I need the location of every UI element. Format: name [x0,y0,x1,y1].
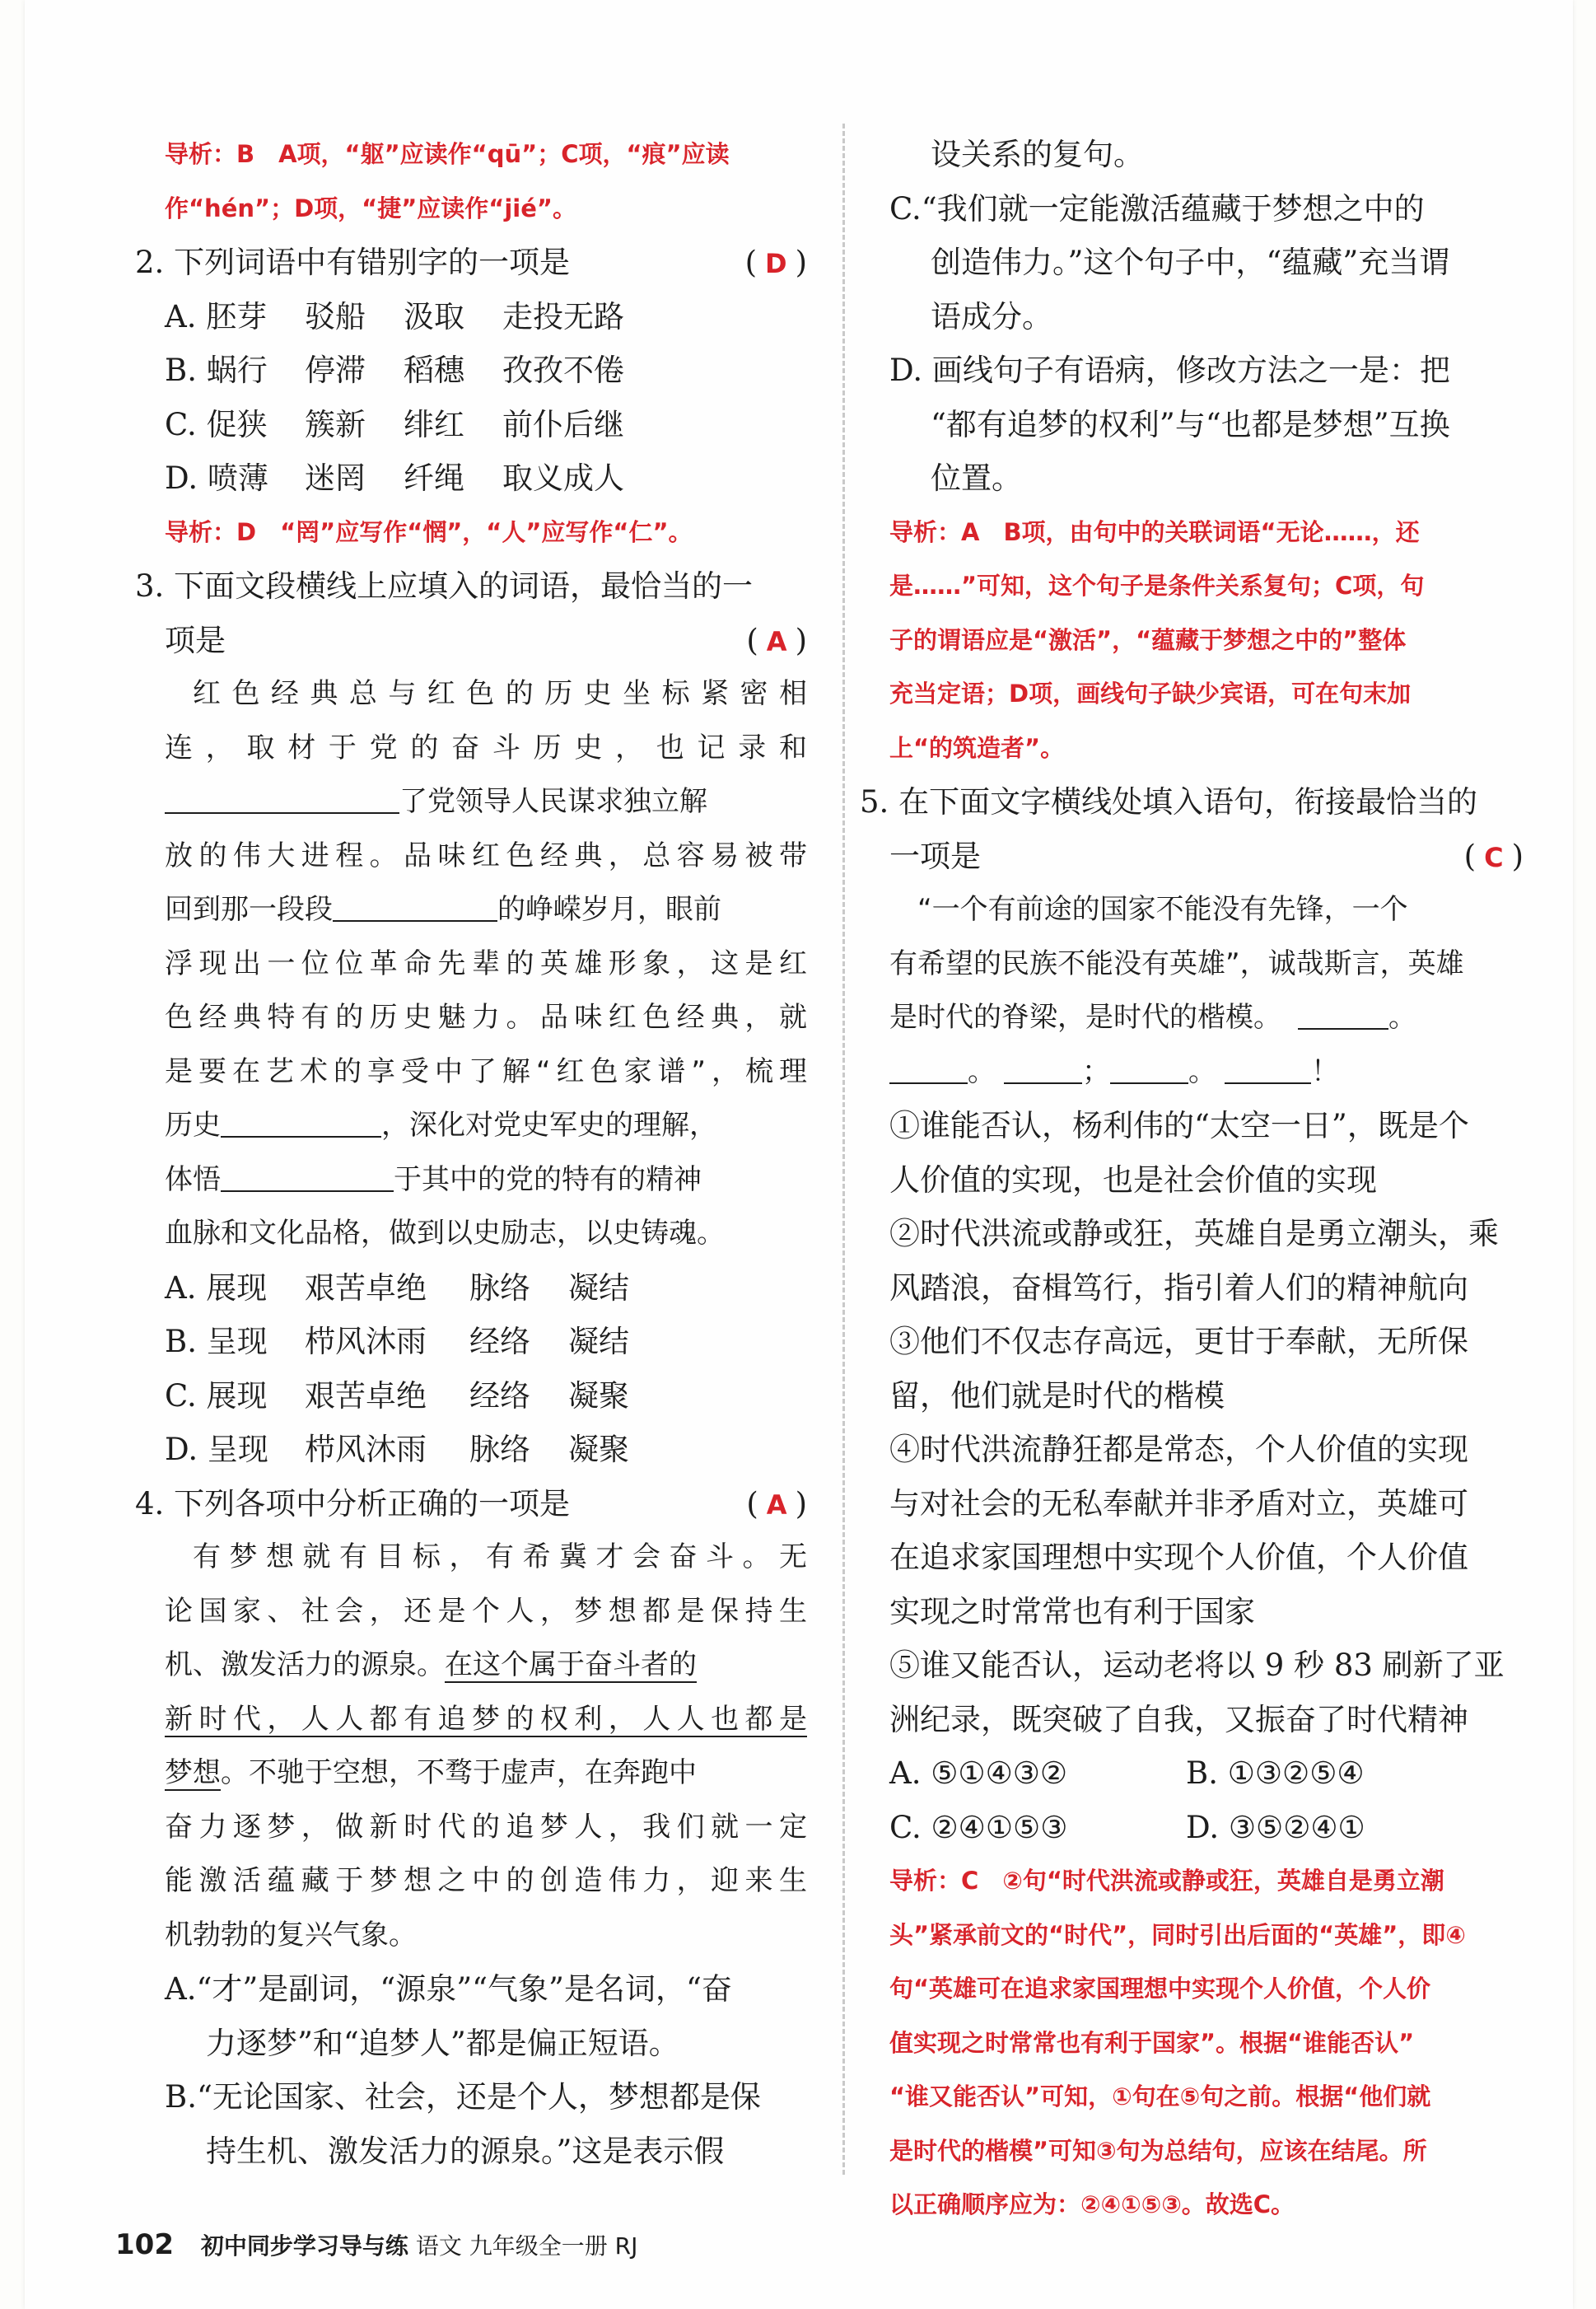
column-divider [842,124,845,2175]
q5-passage-line: “一个有前途的国家不能没有先锋，一个 [917,893,1408,926]
blank-2 [333,887,497,922]
q4-option-b-line: B.“无论国家、社会，还是个人，梦想都是保 [165,2079,761,2115]
option-word: 经络 [469,1324,530,1359]
option-word: B. 蜗行 [165,353,268,388]
q3-passage-line: 放的伟大进程。品味红色经典，总容易被带 [165,839,807,872]
option-word: 绯红 [404,406,464,442]
q4-answer: ( A ) [746,1485,807,1521]
q5-answer: ( C ) [1463,838,1524,874]
passage-text: 回到那一段段 [165,893,333,926]
blank-punct: 。 [1388,1001,1416,1034]
q5-answer-letter: C [1484,841,1504,873]
blank-punct: ！ [1311,1054,1339,1088]
q5-item-1: 人价值的实现，也是社会价值的实现 [889,1162,1377,1198]
q4-passage-line [165,1746,807,1801]
q5-analysis-line: “谁又能否认”可知，①句在⑤句之前。根据“他们就 [889,2082,1431,2110]
blank-2 [889,1049,968,1084]
option-word: B. 呈现 [165,1324,268,1359]
option-word: 凝结 [568,1269,629,1306]
q5-analysis-line: 值实现之时常常也有利于国家”。根据“谁能否认” [889,2028,1415,2057]
q4-passage-line [165,1693,807,1747]
blank-1 [165,779,399,814]
q4-answer-letter: A [766,1489,787,1521]
q5-item-2: 风踏浪，奋楫笃行，指引着人们的精神航向 [889,1269,1468,1306]
q4-option-a-line: A.“才”是副词，“源泉”“气象”是名词，“奋 [165,1971,732,2007]
q5-option-b: B. ①③②⑤④ [1186,1755,1365,1791]
blank-4 [221,1157,394,1192]
q5-item-4: 实现之时常常也有利于国家 [889,1593,1255,1629]
option-word: D. 喷薄 [165,460,268,496]
option-word: 走投无路 [502,298,624,334]
passage-text: 是时代的脊梁，是时代的楷模。 [889,1001,1281,1034]
q3-passage-line: 浮现出一位位革命先辈的英雄形象，这是红 [165,947,807,980]
q5-item-5: 洲纪录，既突破了自我，又振奋了时代精神 [889,1701,1468,1737]
option-word: 孜孜不倦 [502,353,624,388]
q2-analysis: 导析：D “罔”应写作“惘”，“人”应写作“仁”。 [165,517,693,546]
q3-answer: ( A ) [746,622,807,658]
q5-analysis-line: 是时代的楷模”可知③句为总结句，应该在结尾。所 [889,2136,1427,2165]
q4-stem [135,1477,807,1531]
option-word: 纤绳 [404,460,464,496]
page-number: 102 [115,2228,174,2261]
q2-answer-letter: D [765,248,787,279]
q3-answer-letter: A [766,625,787,657]
q5-item-3: ③他们不仅志存高远，更甘于奉献，无所保 [889,1324,1468,1359]
q2-option-c [165,398,807,452]
option-word: 脉络 [469,1269,530,1306]
right-column [860,128,1524,2232]
q3-passage-line: 连，取材于党的奋斗历史，也记录和 [165,731,807,764]
blank-4 [1110,1049,1188,1084]
option-word: 稻穗 [404,353,464,388]
q5-item-1: ①谁能否认，杨利伟的“太空一日”，既是个 [889,1108,1469,1143]
q5-stem: 5. 在下面文字横线处填入语句，衔接最恰当的 [860,784,1478,820]
option-word: 栉风沐雨 [305,1324,427,1359]
q4-stem-text: 4. 下列各项中分析正确的一项是 [135,1485,571,1521]
q5-item-3: 留，他们就是时代的楷模 [889,1377,1225,1414]
option-word: 凝结 [568,1324,629,1359]
option-word: 取义成人 [502,460,624,496]
option-word: 凝聚 [568,1432,629,1467]
q4-analysis-line: 子的谓语应是“激活”，“蕴藏于梦想之中的”整体 [889,625,1407,654]
q4-option-b-line: 持生机、激发活力的源泉。”这是表示假 [206,2133,725,2169]
q2-option-b [165,344,807,398]
q4-analysis-line: 导析：A B项，由句中的关联词语“无论……，还 [889,517,1420,546]
q5-stem-cont [889,830,1524,884]
q1-analysis-line: 作“hén”；D项，“捷”应读作“jié”。 [165,194,576,222]
q4-analysis-line: 是……”可知，这个句子是条件关系复句；C项，句 [889,572,1425,600]
option-word: 艰苦卓绝 [305,1377,427,1414]
q4-option-a-line: 力逐梦”和“追梦人”都是偏正短语。 [206,2025,679,2061]
q4-passage-line: 能激活蕴藏于梦想之中的创造伟力，迎来生 [165,1864,807,1897]
q5-option-c: C. ②④①⑤③ [889,1809,1068,1845]
q5-item-4: 在追求家国理想中实现个人价值，个人价值 [889,1540,1468,1575]
underlined-sentence: 梦想 [165,1756,221,1789]
blank-3 [221,1103,381,1138]
option-word: 经络 [469,1377,530,1414]
q2-answer: ( D ) [744,245,807,280]
q3-option-c [165,1369,807,1423]
blank-punct: ； [1082,1054,1110,1088]
passage-text: 了党领导人民谋求独立解 [399,785,707,818]
q2-stem [135,236,807,290]
q4-passage-line: 机勃勃的复兴气象。 [165,1918,417,1951]
q3-passage-line: 色经典特有的历史魅力。品味红色经典，就 [165,1001,807,1034]
blank-punct: 。 [968,1054,996,1088]
q3-stem-text: 项是 [165,622,226,658]
q3-option-b [165,1315,807,1369]
blank-punct: 。 [1188,1054,1216,1088]
edition: RJ [614,2232,638,2260]
q4-option-c-line: 创造伟力。”这个句子中，“蕴藏”充当谓 [931,245,1450,280]
passage-text: ，深化对党史军史的理解， [381,1109,717,1142]
underlined-sentence: 在这个属于奋斗者的 [445,1648,697,1681]
option-word: C. 促狭 [165,406,268,442]
q3-option-a [165,1261,807,1316]
option-word: 凝聚 [568,1377,629,1414]
grade: 九年级全一册 [469,2232,608,2260]
q5-options-row [889,1746,1524,1801]
q2-option-a [165,290,807,344]
q5-analysis-line: 句“英雄可在追求家国理想中实现个人价值，个人价 [889,1975,1431,2003]
q5-option-a: A. ⑤①④③② [889,1755,1068,1791]
q5-item-4: ④时代洪流静狂都是常态，个人价值的实现 [889,1432,1468,1467]
option-word: 脉络 [469,1432,530,1467]
q4-analysis-line: 充当定语；D项，画线句子缺少宾语，可在句末加 [889,680,1412,708]
option-word: 停滞 [305,353,366,388]
q5-analysis-line: 导析：C ②句“时代洪流或静或狂，英雄自是勇立潮 [889,1867,1444,1895]
q3-passage-line: 红色经典总与红色的历史坐标紧密相 [193,677,807,710]
q4-passage-line: 论国家、社会，还是个人，梦想都是保持生 [165,1594,807,1628]
q4-passage-line: 奋力逐梦，做新时代的追梦人，我们就一定 [165,1810,807,1844]
q5-analysis-line: 以正确顺序应为：②④①⑤③。故选C。 [889,2190,1295,2218]
q3-passage-line [165,883,807,937]
page-footer [115,2228,637,2261]
q4-passage-line [165,1638,807,1693]
left-column [135,128,807,2178]
passage-text: 历史 [165,1109,221,1142]
blank-5 [1225,1049,1311,1084]
option-word: 艰苦卓绝 [305,1269,427,1306]
option-word: 前仆后继 [502,406,624,442]
q4-option-c-line: 语成分。 [931,298,1052,334]
q3-passage-line [165,1099,807,1153]
q4-option-d-line: D. 画线句子有语病，修改方法之一是：把 [889,353,1450,388]
q3-passage-line [165,1153,807,1208]
option-word: 簇新 [305,406,366,442]
option-word: 汲取 [404,298,464,334]
option-word: 驳船 [305,298,366,334]
q3-passage-line: 血脉和文化品格，做到以史励志，以史铸魂。 [165,1217,725,1250]
q4-option-c-line: C.“我们就一定能激活蕴藏于梦想之中的 [889,190,1425,227]
q3-option-d [165,1423,807,1477]
q5-item-4: 与对社会的无私奉献并非矛盾对立，英雄可 [889,1485,1468,1521]
q5-passage-line: 有希望的民族不能没有英雄”，诚哉斯言，英雄 [889,947,1464,980]
option-word: 栉风沐雨 [305,1432,427,1467]
q2-stem-text: 2. 下列词语中有错别字的一项是 [135,245,571,280]
option-word: A. 展现 [165,1269,268,1306]
passage-text: 体悟 [165,1162,221,1196]
q3-passage-line: 是要在艺术的享受中了解“红色家谱”，梳理 [165,1054,807,1088]
q4-passage-line: 有梦想就有目标，有希冀才会奋斗。无 [193,1540,807,1573]
q5-option-d: D. ③⑤②④① [1186,1809,1365,1845]
passage-text: 于其中的党的特有的精神 [394,1162,702,1196]
passage-text: 的峥嵘岁月，眼前 [497,893,721,926]
blank-1 [1298,995,1388,1030]
underlined-sentence: 新时代，人人都有追梦的权利，人人也都是 [165,1702,807,1736]
passage-text: 机、激发活力的源泉。 [165,1648,445,1681]
passage-text: 。不驰于空想，不骛于虚声，在奔跑中 [221,1756,697,1789]
q5-options-row [889,1801,1524,1855]
q4-option-d-line: 位置。 [931,460,1022,496]
q4-option-d-line: “都有追梦的权利”与“也都是梦想”互换 [931,406,1450,442]
q5-item-2: ②时代洪流或静或狂，英雄自是勇立潮头，乘 [889,1216,1499,1251]
q4-option-b-end: 设关系的复句。 [931,137,1144,172]
q3-stem-cont [165,614,807,668]
q4-analysis-line: 上“的筑造者”。 [889,733,1065,762]
option-word: A. 胚芽 [165,298,268,334]
q5-stem-text: 一项是 [889,838,981,874]
option-word: 迷罔 [305,460,366,496]
q5-blanks-line [889,1045,1524,1100]
blank-3 [1004,1049,1082,1084]
subject: 语文 [415,2232,462,2260]
q3-passage-line [165,775,807,830]
q5-passage-line [889,991,1524,1045]
book-title: 初中同步学习导与练 [200,2232,408,2260]
workbook-page [25,0,1573,2309]
option-word: C. 展现 [165,1377,268,1414]
option-word: D. 呈现 [165,1432,268,1467]
q1-analysis-line: 导析：B A项，“躯”应读作“qū”；C项，“痕”应读 [165,140,730,168]
q5-item-5: ⑤谁又能否认，运动老将以 9 秒 83 刷新了亚 [889,1648,1505,1683]
q2-option-d [165,451,807,506]
q3-stem: 3. 下面文段横线上应填入的词语，最恰当的一 [135,568,754,604]
q5-analysis-line: 头”紧承前文的“时代”，同时引出后面的“英雄”，即④ [889,1920,1466,1949]
